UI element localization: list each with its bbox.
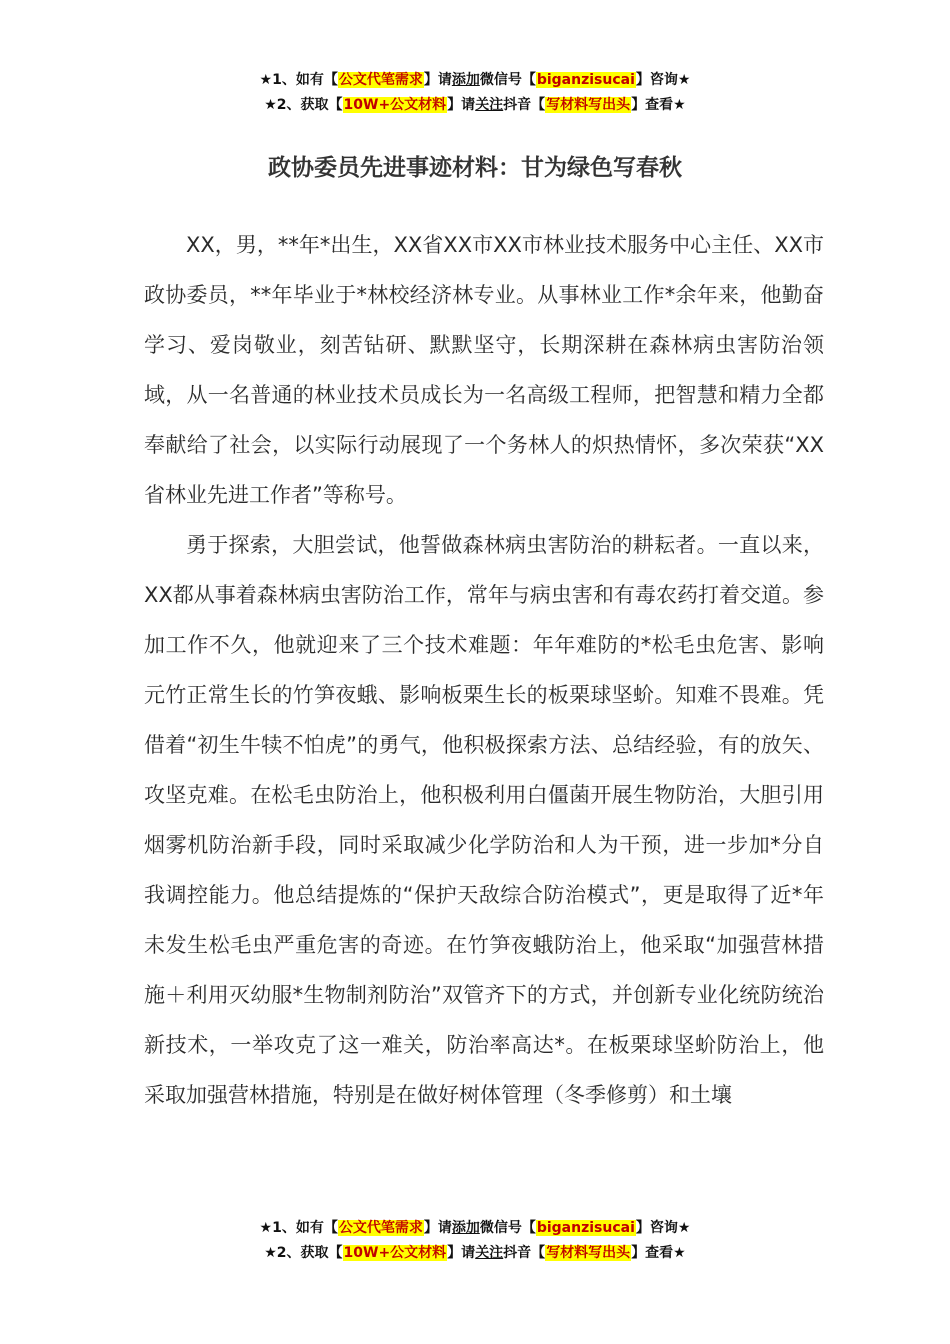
header-banner — [0, 68, 950, 118]
highlight-douyin-account: 写材料写出头 — [546, 97, 631, 113]
highlight-materials: 10W+公文材料 — [343, 1245, 447, 1261]
footer-banner — [0, 1216, 950, 1266]
highlight-ghostwriting: 公文代笔需求 — [338, 1220, 423, 1236]
paragraph: 勇于探索，大胆尝试，他誓做森林病虫害防治的耕耘者。一直以来，XX都从事着森林病虫害防治工作，常年与病虫害和有毒农药打着交道。参加工作不久，他就迎来了三个技术难题：年年难防的*松毛虫危害、影响元竹正常生长的竹笋夜蛾、影响板栗生长的板栗球坚蚧。知难不畏难。凭借着“初生牛犊不怕虎”的勇气，他积极探索方法、总结经验，有的放矢、攻坚克难。在松毛虫防治上，他积极利用白僵菌开展生物防治，大胆引用烟雾机防治新手段，同时采取减少化学防治和人为干预，进一步加*分自我调控能力。他总结提炼的“保护天敌综合防治模式”，更是取得了近*年未发生松毛虫严重危害的奇迹。在竹笋夜蛾防治上，他采取“加强营林措施＋利用灭幼服*生物制剂防治”双管齐下的方式，并创新专业化统防统治新技术，一举攻克了这一难关，防治率高达*。在板栗球坚蚧防治上，他采取加强营林措施，特别是在做好树体管理（冬季修剪）和土壤 — [144, 533, 824, 1107]
header-banner-line-2: ★2、获取【10W+公文材料】请关注抖音【写材料写出头】查看★ — [264, 97, 686, 113]
document-title: 政协委员先进事迹材料：甘为绿色写春秋 — [268, 155, 682, 181]
footer-banner-line-2: ★2、获取【10W+公文材料】请关注抖音【写材料写出头】查看★ — [264, 1245, 686, 1261]
document-body — [144, 220, 824, 1120]
highlight-douyin-account: 写材料写出头 — [546, 1245, 631, 1261]
highlight-wechat-id: biganzisucai — [536, 1220, 635, 1236]
highlight-materials: 10W+公文材料 — [343, 97, 447, 113]
footer-banner-line-1: ★1、如有【公文代笔需求】请添加微信号【biganzisucai】咨询★ — [259, 1220, 691, 1236]
highlight-ghostwriting: 公文代笔需求 — [338, 72, 423, 88]
header-banner-line-1: ★1、如有【公文代笔需求】请添加微信号【biganzisucai】咨询★ — [259, 72, 691, 88]
paragraph: XX，男，**年*出生，XX省XX市XX市林业技术服务中心主任、XX市政协委员，**年毕业于*林校经济林专业。从事林业工作*余年来，他勤奋学习、爱岗敬业，刻苦钻研、默默坚守，长期深耕在森林病虫害防治领域，从一名普通的林业技术员成长为一名高级工程师，把智慧和精力全都奉献给了社会，以实际行动展现了一个务林人的炽热情怀，多次荣获“XX省林业先进工作者”等称号。 — [144, 233, 824, 507]
highlight-wechat-id: biganzisucai — [536, 72, 635, 88]
